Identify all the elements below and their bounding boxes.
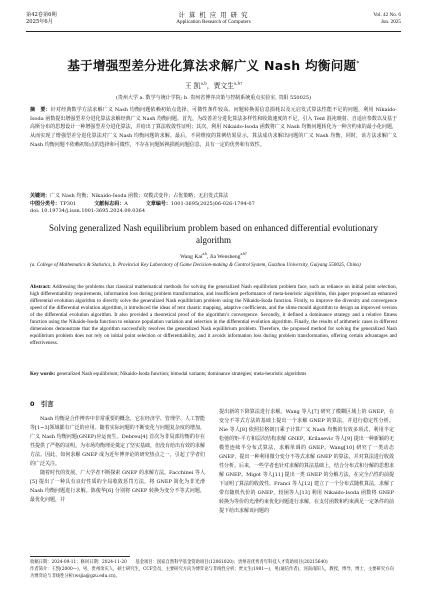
clc-value: TP301 — [60, 201, 77, 207]
date-en: Jun. 2025 — [380, 19, 401, 25]
author2-en: , Jia Wensheng — [207, 253, 241, 260]
author1-cn-sup: a,b — [200, 80, 207, 86]
keywords-cn-text: 广义 Nash 均衡；Nikaido-Isoda 函数；双模式变异；占优策略；无启发式算法 — [50, 193, 229, 199]
title-en: Solving generalized Nash equilibrium problem based on enhanced differential evolutionary algorithm — [49, 223, 378, 245]
footnote-rule — [30, 556, 130, 557]
author2-en-sup: a,b† — [240, 252, 247, 256]
abstract-en — [30, 284, 397, 347]
authors-en — [0, 252, 427, 260]
body-text-left: Nash 均衡是合作博弈中非常重要的概念，它在经济学、管理学、人工智能等[1~3]领域都有广泛的应用。随着实际问题的不断变化与问题复杂度的增加，广义 Nash 均衡问题(GNEP)应运而生。Debreu[4] 首次为非局部均衡的存在性提供了严格的证明。为市场均衡理论奠定了坚实基础，但没有给出有效的求解方法。因此，如何求解 GNEP 成为近年博弈论的研究热点之一，引起了学者们的广泛关注。 随着时代的发展，广大学者不断探索 GNEP 的求解方法。Facchinei 等人[5] 提出了一种具有良好性质的全局收敛惩罚方法，将 GNEP 简化为非光滑 Nash 均衡问题进行求解。陈俊华[6] 分别将 GNEP 转换为变分不等式问题，最优化问题，并 — [30, 416, 206, 503]
abstract-en-label: Abstract: — [30, 284, 51, 290]
keywords-en-label: Key words: — [30, 371, 56, 377]
article-no-value: 1001-3695(2025)06-026-1794-07 — [170, 201, 255, 207]
abstract-cn — [30, 106, 397, 150]
journal-cn: 计 算 机 应 用 研 究 — [178, 11, 249, 19]
section-heading: 0 引言 — [30, 400, 54, 408]
date-cn: 2025年6月 — [26, 19, 53, 25]
abstract-cn-label: 摘 要： — [30, 107, 51, 113]
authors-cn — [0, 80, 427, 90]
body-column-left — [30, 398, 205, 505]
doc-code-value: A — [124, 201, 128, 207]
title-cn — [0, 56, 427, 74]
doi-line — [30, 208, 397, 215]
author1-en: Wang Kai — [180, 253, 203, 260]
abstract-en-text: Addressing the problems that classical mathematical methods for solving the generalized Nash equilibrium problem face, such as reliance on initial point selection, high differentiability requirements, information loss during problem transformation, and insufficient performance of meta-heuristic algorithms, this paper proposed an enhanced differential evolution algorithm to directly solve the generalized Nash equilibrium problem using the Nikaido-Isoda function. Firstly, to improve the diversity and convergence speed of the differential evolution algorithm, it introduced the ideas of tent chaotic mapping, adaptive coefficients, and the slime mould algorithm to design an improved version of the differential evolution algorithm. It also provided a theoretical proof of the algorithm’s convergence. Secondly, it defined a dominance strategy and a relative fitness function using the Nikaido-Isoda function to enhance population variation and selection in the differential evolution algorithm. Finally, the results of arithmetic cases in different dimensions demonstrate that the algorithm successfully resolves the generalized Nash equilibrium problem. Therefore, the proposed method for solving the generalized Nash equilibrium problem does not rely on initial point selection or differentiability, and it avoids information loss during problem transformation, offering certain advantages and effectiveness. — [30, 284, 397, 346]
keywords-cn — [30, 193, 397, 200]
body-text-right: 提出新的下降算法进行求解。Wang 等人[7] 研究了模糊区域上的 GNEP，在变分不等式方法的基础上提出一个求解 GNEP 的算法，并进行稳定性分析。Nie 等人[8] 依照拉格朗日乘子计算广义 Nash 均衡的有效多项式，利用半定松弛的矩-平方和层次结构求解 GNEP。Krilasevic 等人[9] 提出一种新颖的无模型连续半分布式算法，求解单调的 GNEP。Wang[10] 研究了一类动态 GNEP，提出一种利用微分变分不等式求解 GNEP 的算法，并对算法进行收敛性分析。后来，一些学者也针对求解的算法基础上，结合分布式和分解的思想求解 GNEP。Migot 等人[11] 提出一类 GNEP 的分解方法，在完全凸性的前提下证明了算法的收敛性。Franci 等人[12] 建立了一个分布式随机算法，求解了带有随机代价的 GNEP，较困等人[13] 利用 Nikaido-Isoda 函数将 GNEP 转换为等价的光滑约束优化问题进行求解，在支付函数和约束满足一定条件的前提下给出求解该问题的 — [219, 409, 395, 514]
author2-cn-sup: a,b† — [233, 80, 243, 86]
author1-cn: 王 凯 — [184, 82, 201, 90]
author1-en-sup: a,b — [202, 252, 207, 256]
affiliation-en: (a. College of Mathematics & Statistics, b. Provincial Key Laboratory of Game Decision-making & Control System, Guizhou University, Guiyang 550025, China) — [30, 262, 361, 268]
keywords-en — [30, 371, 397, 378]
doc-code-label: 文献标志码： — [94, 201, 125, 207]
doi-value: 10.19734/j.issn.1001-3695.2024.09.0364 — [41, 208, 146, 214]
volume-cn: 第42卷第6期 — [26, 12, 57, 18]
title-footnote-mark: * — [356, 59, 360, 67]
keywords-en-text: generalized Nash equilibrium; Nikaido-Isoda function; bimodal variants; dominance strategies; meta-heuristic algorithms — [56, 371, 307, 377]
article-no-label: 文章编号： — [145, 201, 171, 207]
doi-label: doi: — [30, 208, 40, 214]
title-cn-text: 基于增强型差分进化算法求解广义 Nash 均衡问题 — [67, 58, 357, 73]
affiliation-cn: (贵州大学 a. 数学与统计学院; b. 贵州省博弈决策与控制系统重点实验室, 贵阳 550025) — [115, 95, 312, 101]
author2-cn: ，贾文生 — [206, 82, 234, 90]
header-rule — [26, 31, 401, 32]
abstract-cn-text: 针对经典数学方法求解广义 Nash 均衡问题依赖初始点选择、可微性条件较高、问题转换需信息损耗以及元启发式算法性能不足的问题，利用 Nikaido-Isoda 函数提出增强型差分进化算法求解经典广义 Nash 均衡问题。首先，为改善差分进化算法多样性和收敛速度的不足，引入 Tent 混沌映射、自适应参数以及基于高斯分布的思想设计一种增强型差分进化算法，并给出了算法收敛性证明；其次，利用 Nikaido-Isoda 函数将广义 Nash 均衡问题转化为一种含约束的最小化问题，从而实现了增强型差分进化算法对广义 Nash 均衡问题的求解。最后，不同维度的算例结果显示，算法成功求解出问题的广义 Nash 均衡，同时，该方法求解广义 Nash 均衡问题不依赖初始点的选择和可微性，不存在问题转换损耗问题信息，具有一定的优势和有效性。 — [30, 107, 397, 148]
journal-en: Application Research of Computers — [176, 19, 251, 25]
body-column-right — [219, 408, 394, 516]
keywords-cn-label: 关键词： — [30, 193, 51, 199]
header-center — [26, 12, 401, 26]
volume-en: Vol. 42 No. 6 — [373, 12, 401, 18]
classification-line — [30, 201, 397, 208]
footnote: 收稿日期：2024-09-11；修回日期：2024-11-20 基金项目：国家自然科学基金资助项目(12061020)；贵州省优秀青年科技人才资助项目(20215640) 作者简介：王凯(2000—)，男，贵州余庆人，硕士研究生，CCF会员，主要研究方向为博弈论与非线性分析；贾文生(1981—)，男(通信作者)，河南南阳人，教授，博导，博士，主要研究方向为博弈论与非线性分析(wsjia@gzu.edu.cn)。 — [30, 560, 394, 579]
header-right — [373, 12, 401, 26]
clc-label: 中图分类号： — [30, 201, 61, 207]
